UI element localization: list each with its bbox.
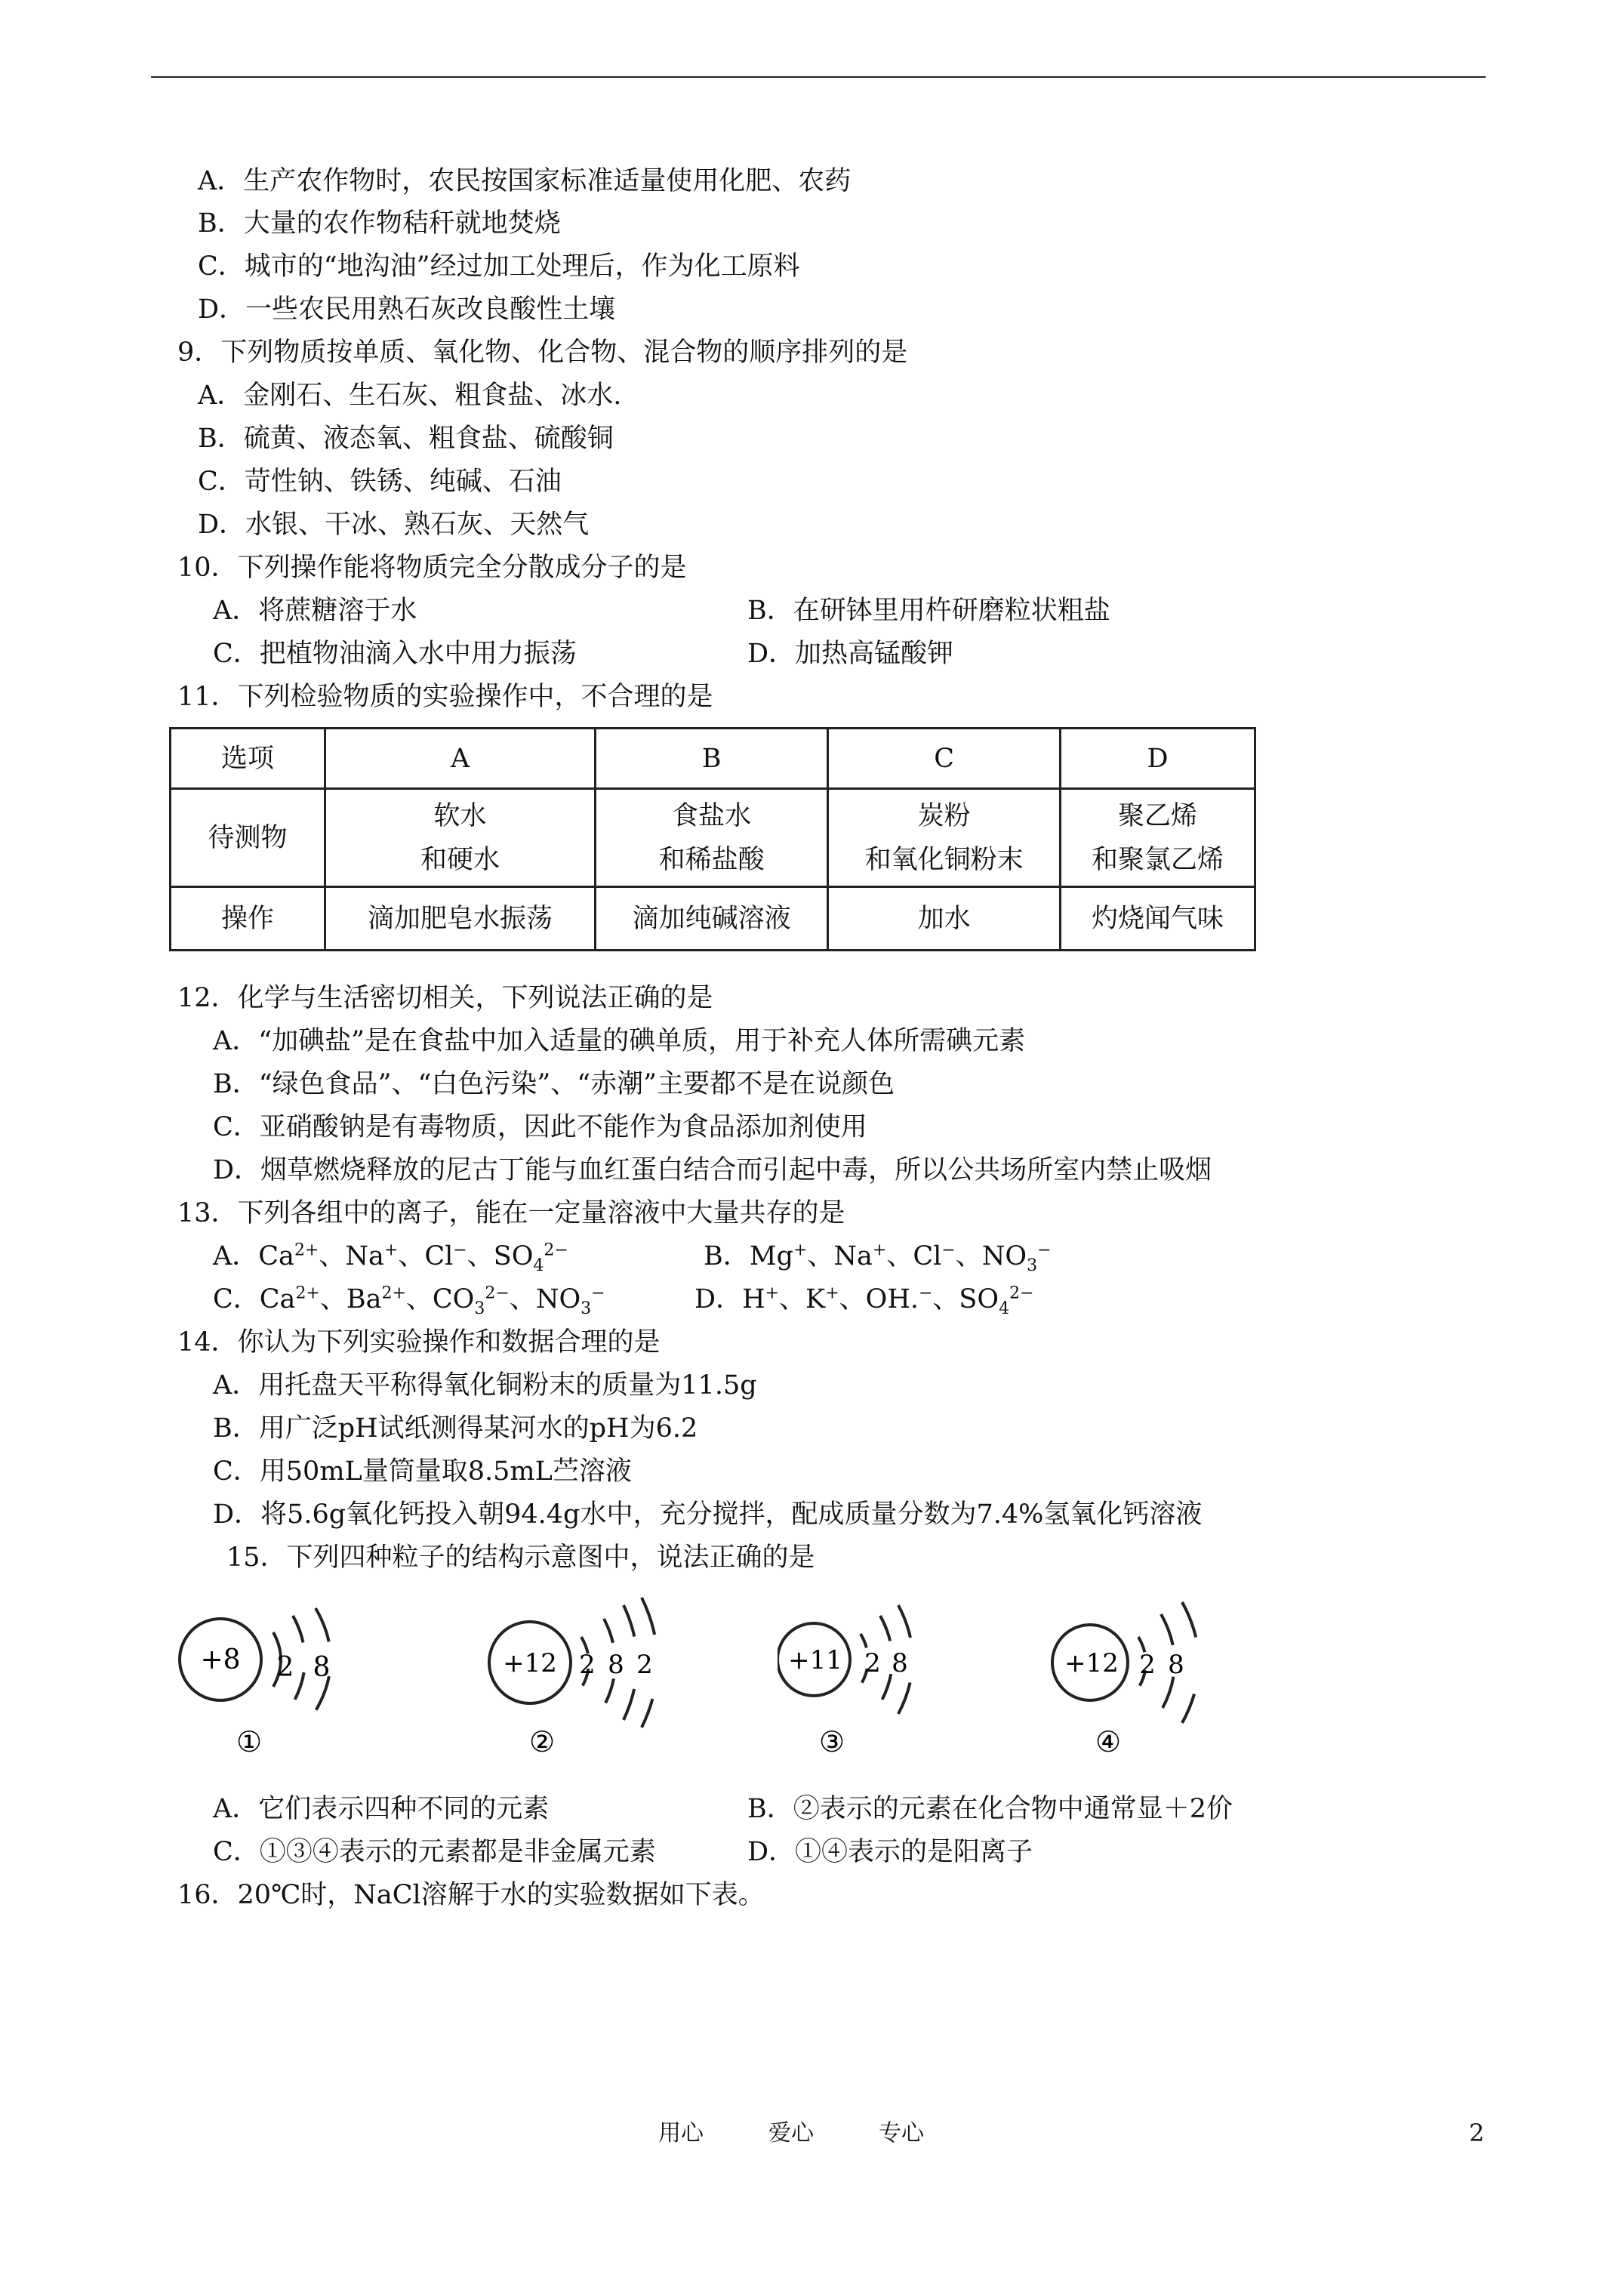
- cell-line: 和稀盐酸: [658, 844, 765, 875]
- q15-option-c: C．①③④表示的元素都是非金属元素: [213, 1837, 656, 1867]
- q14-option-a: A．用托盘天平称得氧化铜粉末的质量为11.5g: [213, 1370, 757, 1401]
- q9-option-b: B．硫黄、液态氧、粗食盐、硫酸铜: [198, 424, 614, 454]
- table-row-label: 待测物: [171, 789, 325, 887]
- q15-stem: 15．下列四种粒子的结构示意图中，说法正确的是: [226, 1542, 815, 1573]
- q12-option-c: C．亚硝酸钠是有毒物质，因此不能作为食品添加剂使用: [213, 1112, 867, 1142]
- q9-stem: 9．下列物质按单质、氧化物、化合物、混合物的顺序排列的是: [177, 337, 908, 368]
- cell-line: 和硬水: [420, 844, 500, 875]
- shell-electrons: 2: [1139, 1650, 1156, 1680]
- table-cell: 滴加肥皂水振荡: [325, 887, 596, 951]
- q12-option-d: D．烟草燃烧释放的尼古丁能与血红蛋白结合而引起中毒，所以公共场所室内禁止吸烟: [213, 1155, 1212, 1185]
- table-header-cell: C: [828, 729, 1061, 789]
- nucleus-charge: +8: [200, 1644, 241, 1675]
- table-cell: 滴加纯碱溶液: [596, 887, 828, 951]
- header-rule: [151, 76, 1486, 78]
- q12-option-b: B．“绿色食品”、“白色污染”、“赤潮”主要都不是在说颜色: [213, 1069, 895, 1099]
- q15-option-a: A．它们表示四种不同的元素: [213, 1794, 550, 1824]
- option-letter: B．: [704, 1241, 750, 1271]
- shell-electrons: 8: [892, 1648, 908, 1678]
- q13-stem: 13．下列各组中的离子，能在一定量溶液中大量共存的是: [177, 1198, 845, 1228]
- table-cell: [828, 789, 1061, 887]
- q11-table: [169, 727, 1256, 951]
- option-letter: C．: [213, 1284, 260, 1314]
- atom-diagram-4: [1049, 1593, 1366, 1767]
- q14-option-d: D．将5.6g氧化钙投入朝94.4g水中，充分搅拌，配成质量分数为7.4%氢氧化钙溶液: [213, 1499, 1203, 1530]
- q9-option-d: D．水银、干冰、熟石灰、天然气: [198, 510, 590, 540]
- q10-stem: 10．下列操作能将物质完全分散成分子的是: [177, 553, 687, 583]
- q8-option-d: D．一些农民用熟石灰改良酸性土壤: [198, 294, 616, 325]
- option-letter: A．: [213, 1241, 259, 1271]
- q10-option-c: C．把植物油滴入水中用力振荡: [213, 639, 577, 669]
- shell-electrons: 2: [579, 1650, 596, 1680]
- q12-stem: 12．化学与生活密切相关，下列说法正确的是: [177, 983, 713, 1013]
- nucleus-charge: +11: [788, 1645, 842, 1675]
- diagram-label: ②: [528, 1725, 556, 1758]
- q15-option-d: D．①④表示的是阳离子: [747, 1837, 1033, 1867]
- table-cell: [325, 789, 596, 887]
- q14-option-c: C．用50mL量筒量取8.5mL苎溶液: [213, 1456, 632, 1487]
- q13-option-b: B．Mg+、Na+、Cl−、$NO_3^-$: [704, 1240, 1052, 1275]
- q13-option-c: C．$Ca^{2+}$、$Ba^{2+}$、$CO_3^{2-}$、$NO_3^-$: [213, 1284, 605, 1318]
- table-row-label: 操作: [171, 887, 325, 951]
- shell-electrons: 8: [608, 1650, 624, 1680]
- table-header-cell: B: [596, 729, 828, 789]
- diagram-label: ④: [1095, 1725, 1122, 1758]
- table-cell: [1061, 789, 1255, 887]
- q13-option-d: D．H+、K+、OH.−、$SO_4^{2-}$: [694, 1284, 1034, 1318]
- cell-line: 聚乙烯: [1118, 800, 1198, 831]
- nucleus-charge: +12: [1064, 1648, 1119, 1678]
- q10-option-a: A．将蔗糖溶于水: [213, 596, 417, 626]
- table-header-cell: D: [1061, 729, 1255, 789]
- shell-electrons: 8: [1168, 1650, 1184, 1680]
- q8-option-a: A．生产农作物时，农民按国家标准适量使用化肥、农药: [198, 166, 852, 196]
- cell-line: 软水: [433, 800, 487, 831]
- table-cell: 灼烧闻气味: [1061, 887, 1255, 951]
- option-letter: D．: [694, 1284, 743, 1314]
- q11-stem: 11．下列检验物质的实验操作中，不合理的是: [177, 682, 713, 712]
- cell-line: 炭粉: [917, 800, 971, 831]
- q12-option-a: A．“加碘盐”是在食盐中加入适量的碘单质，用于补充人体所需碘元素: [213, 1026, 1026, 1056]
- q13-option-a: A．$Ca^{2+}$、Na+、Cl−、$SO_4^{2-}$: [213, 1240, 568, 1275]
- cell-line: 和氧化铜粉末: [864, 844, 1024, 875]
- q14-stem: 14．你认为下列实验操作和数据合理的是: [177, 1327, 661, 1358]
- table-cell: [596, 789, 828, 887]
- q10-option-b: B．在研钵里用杵研磨粒状粗盐: [747, 596, 1110, 626]
- q14-option-b: B．用广泛pH试纸测得某河水的pH为6.2: [213, 1413, 698, 1444]
- q9-option-c: C．苛性钠、铁锈、纯碱、石油: [198, 467, 562, 497]
- cell-line: 和聚氯乙烯: [1092, 844, 1224, 875]
- q8-option-b: B．大量的农作物秸秆就地焚烧: [198, 208, 561, 239]
- q16-stem: 16．20℃时，NaCl溶解于水的实验数据如下表。: [177, 1880, 765, 1910]
- table-header-cell: 选项: [171, 729, 325, 789]
- cell-line: 食盐水: [672, 800, 752, 831]
- atom-diagram-1: [174, 1593, 491, 1767]
- shell-electrons: 2: [636, 1650, 653, 1680]
- footer-item: 爱心: [768, 2120, 814, 2147]
- diagram-label: ③: [818, 1725, 845, 1758]
- nucleus-charge: +12: [503, 1648, 557, 1678]
- table-cell: 加水: [828, 887, 1061, 951]
- table-header-cell: A: [325, 729, 596, 789]
- atom-diagram-2: [483, 1593, 800, 1767]
- page-number: 2: [1469, 2119, 1485, 2147]
- q10-option-d: D．加热高锰酸钾: [747, 639, 954, 669]
- q9-option-a: A．金刚石、生石灰、粗食盐、冰水.: [198, 381, 622, 411]
- footer-item: 专心: [879, 2120, 924, 2147]
- shell-electrons: 2: [864, 1648, 881, 1678]
- shell-electrons: 8: [313, 1652, 331, 1683]
- q8-option-c: C．城市的“地沟油”经过加工处理后，作为化工原料: [198, 251, 800, 282]
- atom-diagram-3: [778, 1593, 1095, 1767]
- diagram-label: ①: [236, 1725, 263, 1758]
- footer-item: 用心: [658, 2120, 704, 2147]
- shell-electrons: 2: [276, 1652, 294, 1683]
- q15-option-b: B．②表示的元素在化合物中通常显＋2价: [747, 1794, 1233, 1824]
